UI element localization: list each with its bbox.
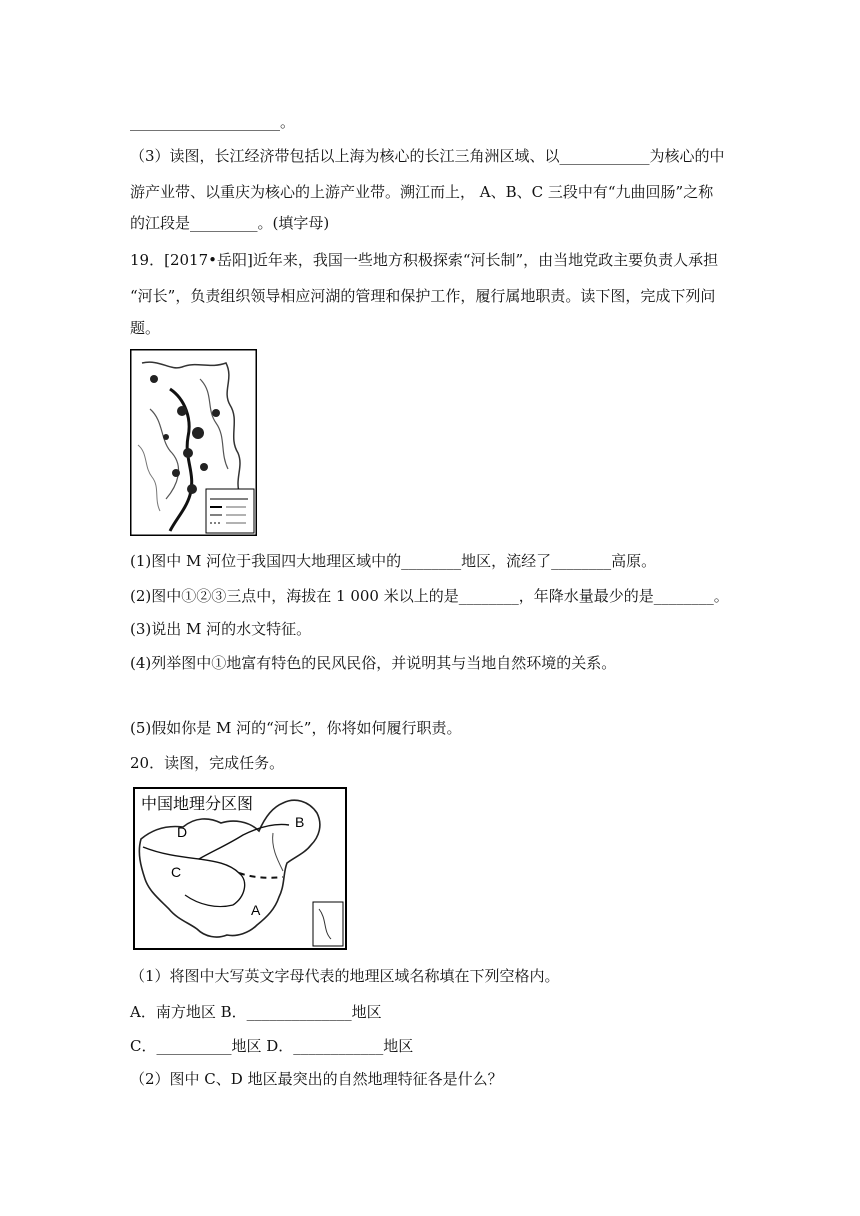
question-20-1-ab: A．南方地区 B．______________地区 — [130, 1003, 382, 1021]
question-18-3-line3: 的江段是_________。(填字母) — [130, 214, 330, 232]
question-18-3-line1: （3）读图，长江经济带包括以上海为核心的长江三角洲区域、以____________为核心的中 — [130, 147, 725, 165]
question-20-2: （2）图中 C、D 地区最突出的自然地理特征各是什么？ — [130, 1070, 503, 1088]
region-label-b: B — [295, 814, 305, 830]
m-river-map — [130, 349, 257, 536]
region-label-d: D — [177, 824, 188, 840]
answer-blank-line: ____________________。 — [130, 113, 296, 131]
question-19-1: (1)图中 M 河位于我国四大地理区域中的________地区，流经了________高原。 — [130, 552, 657, 570]
region-label-c: C — [171, 864, 182, 880]
question-19-intro-line1: 19．[2017•岳阳]近年来，我国一些地方积极探索“河长制”，由当地党政主要负责人承担 — [130, 251, 719, 269]
question-20-1: （1）将图中大写英文字母代表的地理区域名称填在下列空格内。 — [130, 967, 560, 985]
m-river-map-figure — [130, 349, 257, 536]
question-19-5: (5)假如你是 M 河的“河长”，你将如何履行职责。 — [130, 719, 462, 737]
question-20-intro: 20．读图，完成任务。 — [130, 754, 285, 772]
question-19-intro-line2: “河长”，负责组织领导相应河湖的管理和保护工作，履行属地职责。读下图，完成下列问 — [130, 287, 716, 305]
china-map-title: 中国地理分区图 — [141, 796, 254, 813]
china-regions-map — [133, 787, 347, 950]
question-19-4: (4)列举图中①地富有特色的民风民俗，并说明其与当地自然环境的关系。 — [130, 654, 617, 672]
question-19-2: (2)图中①②③三点中，海拔在 1 000 米以上的是________，年降水量最少的是________。 — [130, 587, 729, 605]
question-20-1-cd: C．__________地区 D．____________地区 — [130, 1037, 414, 1055]
question-18-3-line2: 游产业带、以重庆为核心的上游产业带。溯江而上， A、B、C 三段中有“九曲回肠”之称 — [130, 183, 714, 201]
china-regions-map-figure — [133, 787, 347, 950]
question-19-intro-line3: 题。 — [130, 319, 161, 337]
region-label-a: A — [251, 902, 261, 918]
question-19-3: (3)说出 M 河的水文特征。 — [130, 620, 312, 638]
